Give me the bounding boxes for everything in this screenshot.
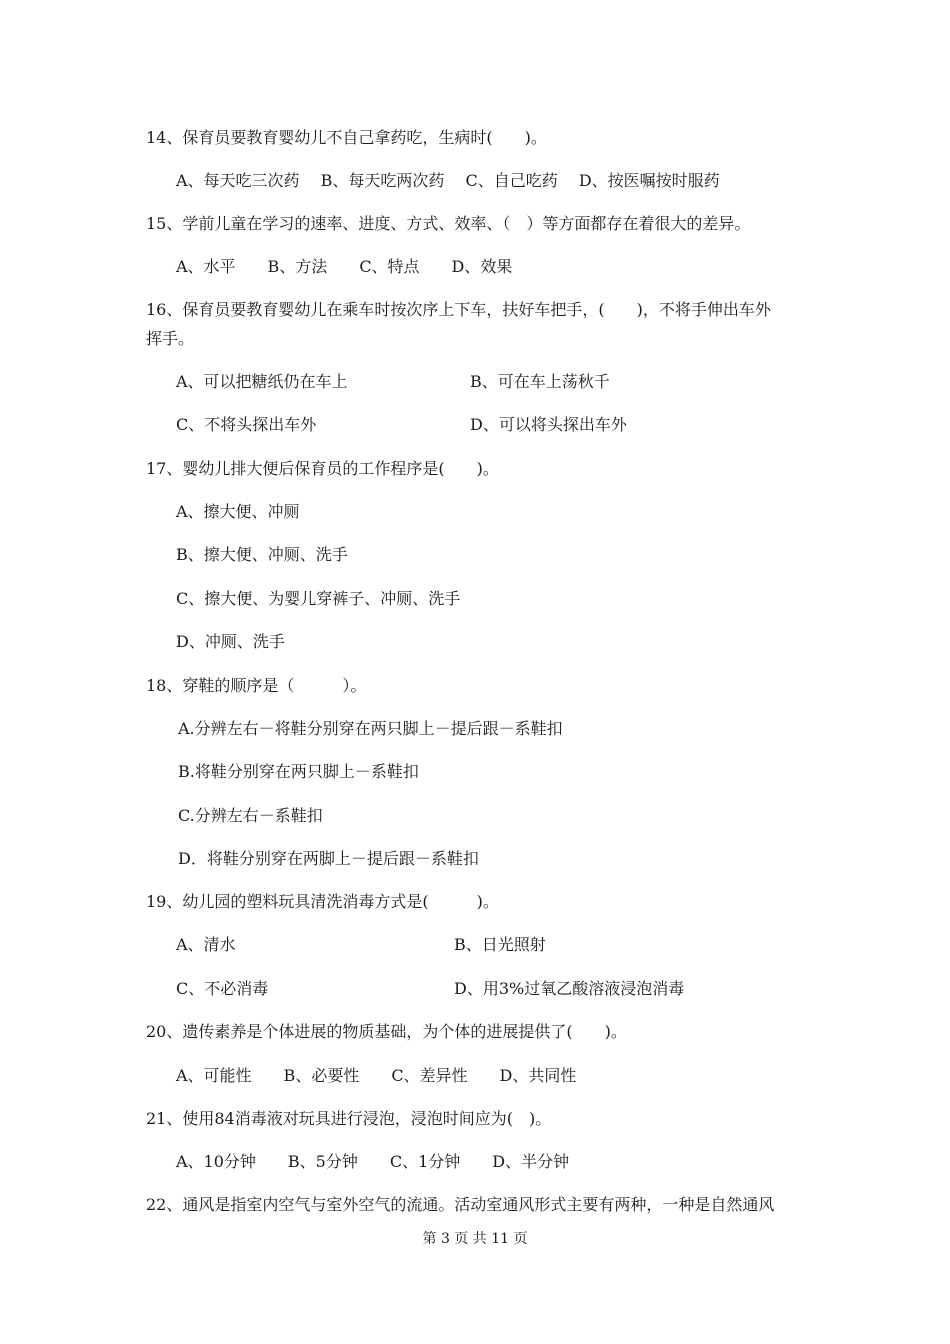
question-22-stem: 22、通风是指室内空气与室外空气的流通。活动室通风形式主要有两种，一种是自然通风 <box>146 1195 775 1214</box>
question-19-option-a: A、清水 <box>176 935 236 954</box>
page-footer: 第 3 页 共 11 页 <box>422 1231 528 1247</box>
question-21-options: A、10分钟 B、5分钟 C、1分钟 D、半分钟 <box>176 1152 570 1171</box>
question-17-option-b: B、擦大便、冲厕、洗手 <box>176 545 348 564</box>
question-16-option-a: A、可以把糖纸仍在车上 <box>176 372 348 391</box>
question-21-stem: 21、使用84消毒液对玩具进行浸泡，浸泡时间应为( )。 <box>146 1109 552 1128</box>
question-15-options: A、水平 B、方法 C、特点 D、效果 <box>176 257 513 276</box>
question-19-option-c: C、不必消毒 <box>176 979 269 998</box>
question-17-stem: 17、婴幼儿排大便后保育员的工作程序是( )。 <box>146 459 499 478</box>
question-17-option-a: A、擦大便、冲厕 <box>176 502 300 521</box>
question-18-option-a: A.分辨左右－将鞋分别穿在两只脚上－提后跟－系鞋扣 <box>178 719 563 738</box>
question-20-options: A、可能性 B、必要性 C、差异性 D、共同性 <box>176 1066 577 1085</box>
question-18-option-c: C.分辨左右－系鞋扣 <box>178 806 323 825</box>
question-16-stem-line2: 挥手。 <box>146 329 195 348</box>
question-18-option-b: B.将鞋分别穿在两只脚上－系鞋扣 <box>178 762 419 781</box>
question-16-option-b: B、可在车上荡秋千 <box>470 372 610 391</box>
question-15-stem: 15、学前儿童在学习的速率、进度、方式、效率、（ ）等方面都存在着很大的差异。 <box>146 214 751 233</box>
question-16-option-c: C、不将头探出车外 <box>176 415 317 434</box>
question-19-option-d: D、用3%过氧乙酸溶液浸泡消毒 <box>454 979 685 998</box>
question-16-stem-line1: 16、保育员要教育婴幼儿在乘车时按次序上下车，扶好车把手，( )，不将手伸出车外 <box>146 300 771 319</box>
question-14-options: A、每天吃三次药 B、每天吃两次药 C、自己吃药 D、按医嘱按时服药 <box>176 171 720 190</box>
question-18-option-d: D．将鞋分别穿在两脚上－提后跟－系鞋扣 <box>178 849 479 868</box>
question-19-stem: 19、幼儿园的塑料玩具清洗消毒方式是( )。 <box>146 892 499 911</box>
question-18-stem: 18、穿鞋的顺序是（ ）。 <box>146 676 367 695</box>
question-20-stem: 20、遗传素养是个体进展的物质基础，为个体的进展提供了( )。 <box>146 1022 627 1041</box>
question-16-option-d: D、可以将头探出车外 <box>470 415 627 434</box>
question-17-option-d: D、冲厕、洗手 <box>176 632 285 651</box>
question-19-option-b: B、日光照射 <box>454 935 546 954</box>
question-14-stem: 14、保育员要教育婴幼儿不自己拿药吃，生病时( )。 <box>146 128 547 147</box>
question-17-option-c: C、擦大便、为婴儿穿裤子、冲厕、洗手 <box>176 589 461 608</box>
